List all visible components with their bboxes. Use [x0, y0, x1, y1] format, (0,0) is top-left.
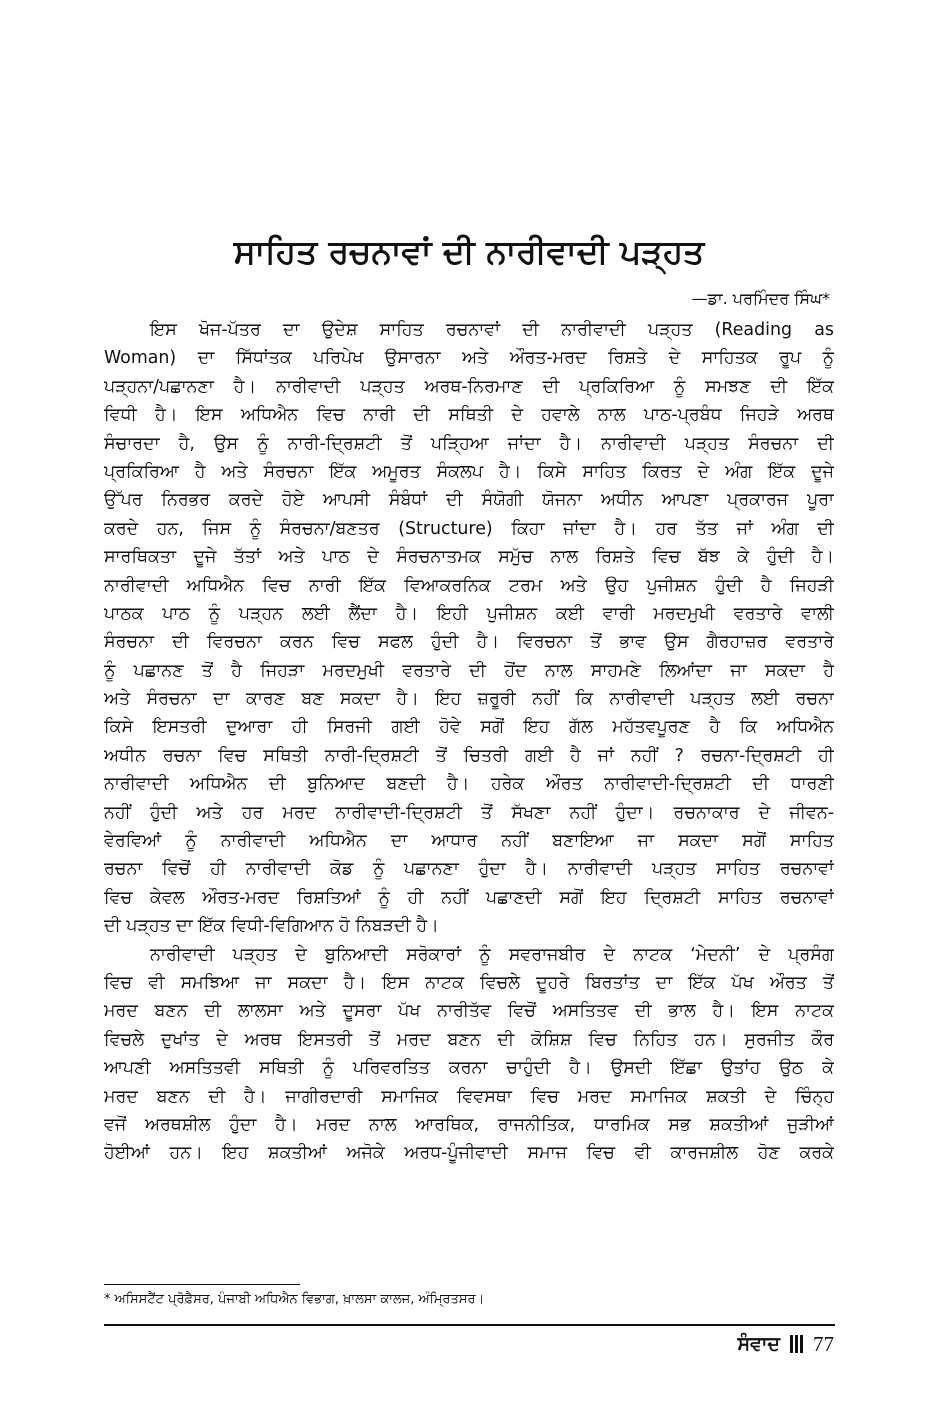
text-line: ਉੱਪਰ ਨਿਰਭਰ ਕਰਦੇ ਹੋਏ ਆਪਸੀ ਸੰਬੰਧਾਂ ਦੀ ਸੰਯੋਗੀ ਯੋਜਨਾ ਅਧੀਨ ਆਪਣਾ ਪ੍ਰਕਾਰਜ ਪੂਰਾ [104, 490, 834, 511]
text-line: ਨਾਰੀਵਾਦੀ ਅਧਿਐਨ ਦੀ ਬੁਨਿਆਦ ਬਣਦੀ ਹੈ। ਹਰੇਕ ਔਰਤ ਨਾਰੀਵਾਦੀ-ਦ੍ਰਿਸ਼ਟੀ ਦੀ ਧਾਰਣੀ [104, 774, 834, 795]
footnote-divider [104, 1284, 300, 1285]
text-line: ਅਤੇ ਸੰਰਚਨਾ ਦਾ ਕਾਰਣ ਬਣ ਸਕਦਾ ਹੈ। ਇਹ ਜ਼ਰੂਰੀ ਨਹੀਂ ਕਿ ਨਾਰੀਵਾਦੀ ਪੜ੍ਹਤ ਲਈ ਰਚਨਾ [104, 689, 834, 710]
footer-divider [104, 1324, 835, 1326]
author-byline: —ਡਾ. ਪਰਮਿੰਦਰ ਸਿੰਘ* [691, 289, 830, 308]
text-line: ਅਧੀਨ ਰਚਨਾ ਵਿਚ ਸਥਿਤੀ ਨਾਰੀ-ਦ੍ਰਿਸ਼ਟੀ ਤੋਂ ਚਿਤਰੀ ਗਈ ਹੈ ਜਾਂ ਨਹੀਂ ? ਰਚਨਾ-ਦ੍ਰਿਸ਼ਟੀ ਹੀ [104, 745, 834, 766]
text-line: ਵਜੋਂ ਅਰਥਸ਼ੀਲ ਹੁੰਦਾ ਹੈ। ਮਰਦ ਨਾਲ ਆਰਥਿਕ, ਰਾਜਨੀਤਿਕ, ਧਾਰਮਿਕ ਸਭ ਸ਼ਕਤੀਆਂ ਜੁੜੀਆਂ [104, 1114, 834, 1135]
text-line: ਨਾਰੀਵਾਦੀ ਪੜ੍ਹਤ ਦੇ ਬੁਨਿਆਦੀ ਸਰੋਕਾਰਾਂ ਨੂੰ ਸਵਰਾਜਬੀਰ ਦੇ ਨਾਟਕ ‘ਮੇਦਨੀ’ ਦੇ ਪ੍ਰਸੰਗ [150, 944, 834, 965]
text-line: ਪ੍ਰਕਿਰਿਆ ਹੈ ਅਤੇ ਸੰਰਚਨਾ ਇੱਕ ਅਮੂਰਤ ਸੰਕਲਪ ਹੈ। ਕਿਸੇ ਸਾਹਿਤ ਕਿਰਤ ਦੇ ਅੰਗ ਇੱਕ ਦੂਜੇ [104, 461, 834, 482]
text-line: ਕਿਸੇ ਇਸਤਰੀ ਦੁਆਰਾ ਹੀ ਸਿਰਜੀ ਗਈ ਹੋਵੇ ਸਗੋਂ ਇਹ ਗੱਲ ਮਹੱਤਵਪੂਰਣ ਹੈ ਕਿ ਅਧਿਐਨ [104, 717, 834, 738]
text-line: ਨਾਰੀਵਾਦੀ ਅਧਿਐਨ ਵਿਚ ਨਾਰੀ ਇੱਕ ਵਿਆਕਰਨਿਕ ਟਰਮ ਅਤੇ ਉਹ ਪੁਜੀਸ਼ਨ ਹੁੰਦੀ ਹੈ ਜਿਹੜੀ [104, 575, 834, 596]
text-line: ਕਰਦੇ ਹਨ, ਜਿਸ ਨੂੰ ਸੰਰਚਨਾ/ਬਣਤਰ (Structure) ਕਿਹਾ ਜਾਂਦਾ ਹੈ। ਹਰ ਤੱਤ ਜਾਂ ਅੰਗ ਦੀ [104, 518, 834, 539]
text-line: ਆਪਣੀ ਅਸਤਿਤਵੀ ਸਥਿਤੀ ਨੂੰ ਪਰਿਵਰਤਿਤ ਕਰਨਾ ਚਾਹੁੰਦੀ ਹੈ। ਉਸਦੀ ਇੱਛਾ ਉਤਾਂਹ ਉਠ ਕੇ [104, 1058, 834, 1079]
text-line: ਵਿਚਲੇ ਦੁਖਾਂਤ ਦੇ ਅਰਥ ਇਸਤਰੀ ਤੋਂ ਮਰਦ ਬਣਨ ਦੀ ਕੋਸ਼ਿਸ਼ ਵਿਚ ਨਿਹਿਤ ਹਨ। ਸੁਰਜੀਤ ਕੌਰ [104, 1029, 834, 1050]
text-line: ਰਚਨਾ ਵਿਚੋਂ ਹੀ ਨਾਰੀਵਾਦੀ ਕੋਡ ਨੂੰ ਪਛਾਨਣਾ ਹੁੰਦਾ ਹੈ। ਨਾਰੀਵਾਦੀ ਪੜ੍ਹਤ ਸਾਹਿਤ ਰਚਨਾਵਾਂ [104, 859, 834, 880]
text-line: ਹੋਈਆਂ ਹਨ। ਇਹ ਸ਼ਕਤੀਆਂ ਅਜੋਕੇ ਅਰਧ-ਪੂੰਜੀਵਾਦੀ ਸਮਾਜ ਵਿਚ ਵੀ ਕਾਰਜਸ਼ੀਲ ਹੋਣ ਕਰਕੇ [104, 1143, 834, 1164]
article-body [104, 316, 834, 1168]
text-line: ਨੂੰ ਪਛਾਨਣ ਤੋਂ ਹੈ ਜਿਹੜਾ ਮਰਦਮੁਖੀ ਵਰਤਾਰੇ ਦੀ ਹੋਂਦ ਨਾਲ ਸਾਹਮਣੇ ਲਿਆਂਦਾ ਜਾ ਸਕਦਾ ਹੈ [104, 660, 834, 681]
text-line: ਮਰਦ ਬਣਨ ਦੀ ਲਾਲਸਾ ਅਤੇ ਦੂਸਰਾ ਪੱਖ ਨਾਰੀਤੱਵ ਵਿਚੋਂ ਅਸਤਿਤਵ ਦੀ ਭਾਲ ਹੈ। ਇਸ ਨਾਟਕ [104, 1001, 834, 1022]
text-line: ਸਾਰਥਿਕਤਾ ਦੂਜੇ ਤੱਤਾਂ ਅਤੇ ਪਾਠ ਦੇ ਸੰਰਚਨਾਤਮਕ ਸਮੁੱਚ ਨਾਲ ਰਿਸ਼ਤੇ ਵਿਚ ਬੱਝ ਕੇ ਹੁੰਦੀ ਹੈ। [104, 547, 834, 568]
bars-ornament-icon [790, 1335, 803, 1353]
page-number: 77 [813, 1332, 834, 1356]
text-line: ਵਿਧੀ ਹੈ। ਇਸ ਅਧਿਐਨ ਵਿਚ ਨਾਰੀ ਦੀ ਸਥਿਤੀ ਦੇ ਹਵਾਲੇ ਨਾਲ ਪਾਠ-ਪ੍ਰਬੰਧ ਜਿਹੜੇ ਅਰਥ [104, 405, 834, 426]
article-title: ਸਾਹਿਤ ਰਚਨਾਵਾਂ ਦੀ ਨਾਰੀਵਾਦੀ ਪੜ੍ਹਤ [233, 232, 705, 271]
text-line: ਵੇਰਵਿਆਂ ਨੂੰ ਨਾਰੀਵਾਦੀ ਅਧਿਐਨ ਦਾ ਆਧਾਰ ਨਹੀਂ ਬਣਾਇਆ ਜਾ ਸਕਦਾ ਸਗੋਂ ਸਾਹਿਤ [104, 831, 834, 852]
text-line: ਦੀ ਪੜ੍ਹਤ ਦਾ ਇੱਕ ਵਿਧੀ-ਵਿਗਿਆਨ ਹੋ ਨਿਬੜਦੀ ਹੈ। [104, 916, 439, 937]
text-line: ਨਹੀਂ ਹੁੰਦੀ ਅਤੇ ਹਰ ਮਰਦ ਨਾਰੀਵਾਦੀ-ਦ੍ਰਿਸ਼ਟੀ ਤੋਂ ਸੱਖਣਾ ਨਹੀਂ ਹੁੰਦਾ। ਰਚਨਾਕਾਰ ਦੇ ਜੀਵਨ- [104, 802, 834, 823]
text-line: ਸੰਚਾਰਦਾ ਹੈ, ਉਸ ਨੂੰ ਨਾਰੀ-ਦ੍ਰਿਸ਼ਟੀ ਤੋਂ ਪੜ੍ਹਿਆ ਜਾਂਦਾ ਹੈ। ਨਾਰੀਵਾਦੀ ਪੜ੍ਹਤ ਸੰਰਚਨਾ ਦੀ [104, 433, 834, 454]
text-line: ਮਰਦ ਬਣਨ ਦੀ ਹੈ। ਜਾਗੀਰਦਾਰੀ ਸਮਾਜਿਕ ਵਿਵਸਥਾ ਵਿਚ ਮਰਦ ਸਮਾਜਿਕ ਸ਼ਕਤੀ ਦੇ ਚਿੰਨ੍ਹ [104, 1086, 834, 1107]
footnote: * ਅਸਿਸਟੈਂਟ ਪ੍ਰੋਫ਼ੈਸਰ, ਪੰਜਾਬੀ ਅਧਿਐਨ ਵਿਭਾਗ, ਖ਼ਾਲਸਾ ਕਾਲਜ, ਅੰਮ੍ਰਿਤਸਰ। [104, 1292, 485, 1307]
text-line: ਪੜ੍ਹਨਾ/ਪਛਾਨਣਾ ਹੈ। ਨਾਰੀਵਾਦੀ ਪੜ੍ਹਤ ਅਰਥ-ਨਿਰਮਾਣ ਦੀ ਪ੍ਰਕਿਰਿਆ ਨੂੰ ਸਮਝਣ ਦੀ ਇੱਕ [104, 376, 834, 397]
page-footer [737, 1330, 834, 1358]
text-line: Woman) ਦਾ ਸਿੱਧਾਂਤਕ ਪਰਿਪੇਖ ਉਸਾਰਨਾ ਅਤੇ ਔਰਤ-ਮਰਦ ਰਿਸ਼ਤੇ ਦੇ ਸਾਹਿਤਕ ਰੂਪ ਨੂੰ [104, 348, 834, 369]
text-line: ਵਿਚ ਵੀ ਸਮਝਿਆ ਜਾ ਸਕਦਾ ਹੈ। ਇਸ ਨਾਟਕ ਵਿਚਲੇ ਦੂਹਰੇ ਬਿਰਤਾਂਤ ਦਾ ਇੱਕ ਪੱਖ ਔਰਤ ਤੋਂ [104, 972, 834, 993]
text-line: ਵਿਚ ਕੇਵਲ ਔਰਤ-ਮਰਦ ਰਿਸ਼ਤਿਆਂ ਨੂੰ ਹੀ ਨਹੀਂ ਪਛਾਣਦੀ ਸਗੋਂ ਇਹ ਦ੍ਰਿਸ਼ਟੀ ਸਾਹਿਤ ਰਚਨਾਵਾਂ [104, 887, 834, 908]
journal-name: ਸੰਵਾਦ [737, 1333, 780, 1355]
text-line: ਪਾਠਕ ਪਾਠ ਨੂੰ ਪੜ੍ਹਨ ਲਈ ਲੈਂਦਾ ਹੈ। ਇਹੀ ਪੁਜੀਸ਼ਨ ਕਈ ਵਾਰੀ ਮਰਦਮੁਖੀ ਵਰਤਾਰੇ ਵਾਲੀ [104, 603, 834, 624]
text-line: ਇਸ ਖੋਜ-ਪੱਤਰ ਦਾ ਉਦੇਸ਼ ਸਾਹਿਤ ਰਚਨਾਵਾਂ ਦੀ ਨਾਰੀਵਾਦੀ ਪੜ੍ਹਤ (Reading as [150, 320, 834, 340]
text-line: ਸੰਰਚਨਾ ਦੀ ਵਿਰਚਨਾ ਕਰਨ ਵਿਚ ਸਫਲ ਹੁੰਦੀ ਹੈ। ਵਿਰਚਨਾ ਤੋਂ ਭਾਵ ਉਸ ਗੈਰਹਾਜ਼ਰ ਵਰਤਾਰੇ [104, 632, 834, 653]
